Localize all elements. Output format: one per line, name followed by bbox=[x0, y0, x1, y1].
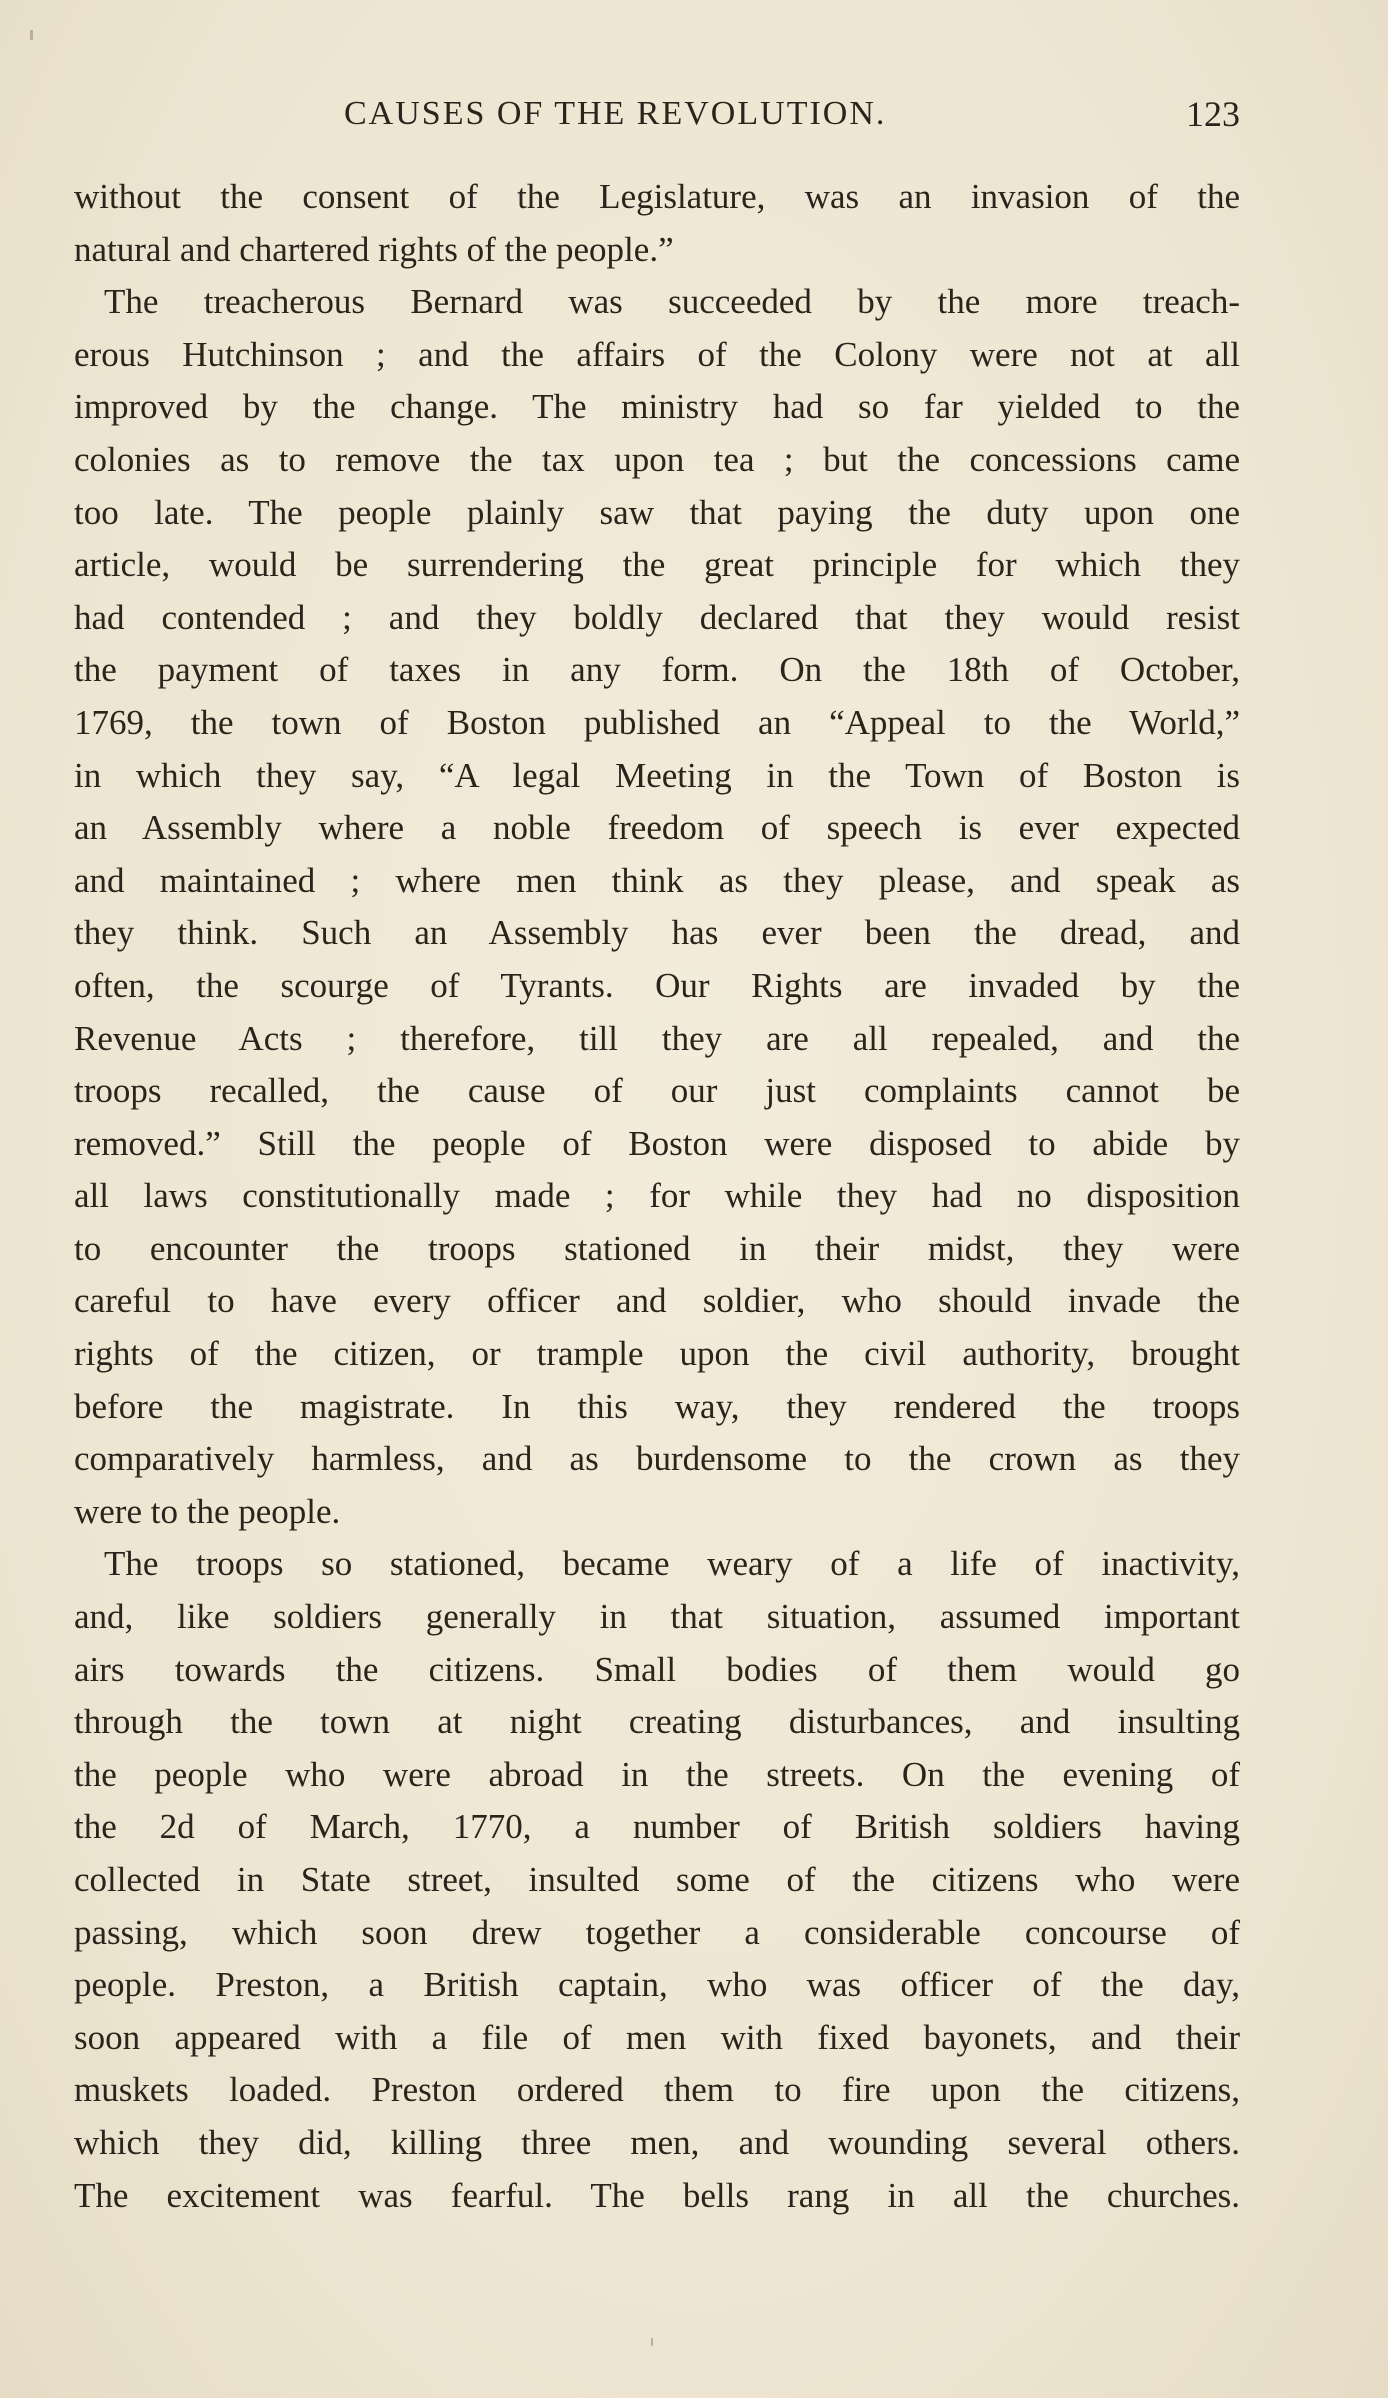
text-line: colonies as to remove the tax upon tea ; but the concessions came bbox=[74, 439, 1240, 479]
text-line: without the consent of the Legislature, was an invasion of the bbox=[74, 177, 1240, 216]
text-line: the payment of taxes in any form. On the 18th of October, bbox=[74, 650, 1240, 690]
paper-speck bbox=[651, 2338, 653, 2346]
text-line: often, the scourge of Tyrants. Our Rights are invaded by the bbox=[74, 965, 1240, 1005]
text-line: rights of the citizen, or trample upon the civil authority, brought bbox=[74, 1334, 1240, 1374]
text-line: an Assembly where a noble freedom of speech is ever expected bbox=[74, 808, 1240, 848]
text-line: The troops so stationed, became weary of a life of inactivity, bbox=[104, 1544, 1240, 1584]
text-line: removed.” Still the people of Boston were disposed to abide by bbox=[74, 1123, 1240, 1163]
text-line: muskets loaded. Preston ordered them to fire upon the citizens, bbox=[74, 2070, 1240, 2110]
text-line: The treacherous Bernard was succeeded by the more treach- bbox=[104, 282, 1240, 322]
text-line: 1769, the town of Boston published an “Appeal to the World,” bbox=[74, 702, 1240, 742]
text-line: troops recalled, the cause of our just complaints cannot be bbox=[74, 1071, 1240, 1111]
page-number: 123 bbox=[1186, 94, 1240, 134]
text-line: Revenue Acts ; therefore, till they are all repealed, and the bbox=[74, 1018, 1240, 1058]
text-line: the 2d of March, 1770, a number of British soldiers having bbox=[74, 1807, 1240, 1847]
page-header bbox=[74, 88, 1240, 140]
text-line: before the magistrate. In this way, they rendered the troops bbox=[74, 1386, 1240, 1426]
text-line: to encounter the troops stationed in their midst, they were bbox=[74, 1228, 1240, 1268]
text-line: The excitement was fearful. The bells rang in all the churches. bbox=[74, 2175, 1240, 2215]
text-line: all laws constitutionally made ; for while they had no disposition bbox=[74, 1176, 1240, 1216]
running-title: CAUSES OF THE REVOLUTION. bbox=[344, 95, 887, 132]
text-line: natural and chartered rights of the people.” bbox=[74, 229, 674, 269]
text-line: they think. Such an Assembly has ever been the dread, and bbox=[74, 913, 1240, 953]
text-line: erous Hutchinson ; and the affairs of the Colony were not at all bbox=[74, 334, 1240, 374]
text-line: collected in State street, insulted some of the citizens who were bbox=[74, 1860, 1240, 1899]
text-line: comparatively harmless, and as burdensome to the crown as they bbox=[74, 1439, 1240, 1479]
text-line: article, would be surrendering the great principle for which they bbox=[74, 545, 1240, 585]
text-line: and, like soldiers generally in that situation, assumed important bbox=[74, 1597, 1240, 1637]
text-line: and maintained ; where men think as they please, and speak as bbox=[74, 860, 1240, 900]
text-line: careful to have every officer and soldier, who should invade the bbox=[74, 1281, 1240, 1321]
text-line: too late. The people plainly saw that paying the duty upon one bbox=[74, 492, 1240, 532]
text-line: airs towards the citizens. Small bodies of them would go bbox=[74, 1649, 1240, 1689]
text-line: had contended ; and they boldly declared that they would resist bbox=[74, 597, 1240, 637]
text-line: improved by the change. The ministry had so far yielded to the bbox=[74, 387, 1240, 427]
body-text bbox=[74, 171, 1240, 2222]
text-line: were to the people. bbox=[74, 1491, 341, 1531]
text-line: in which they say, “A legal Meeting in the Town of Boston is bbox=[74, 755, 1240, 795]
paper-speck bbox=[30, 30, 33, 40]
text-line: passing, which soon drew together a considerable concourse of bbox=[74, 1912, 1240, 1952]
text-line: people. Preston, a British captain, who was officer of the day, bbox=[74, 1965, 1240, 2005]
text-line: soon appeared with a file of men with fixed bayonets, and their bbox=[74, 2017, 1240, 2057]
text-line: which they did, killing three men, and wounding several others. bbox=[74, 2122, 1240, 2162]
text-line: the people who were abroad in the streets. On the evening of bbox=[74, 1754, 1240, 1794]
text-line: through the town at night creating disturbances, and insulting bbox=[74, 1702, 1240, 1742]
